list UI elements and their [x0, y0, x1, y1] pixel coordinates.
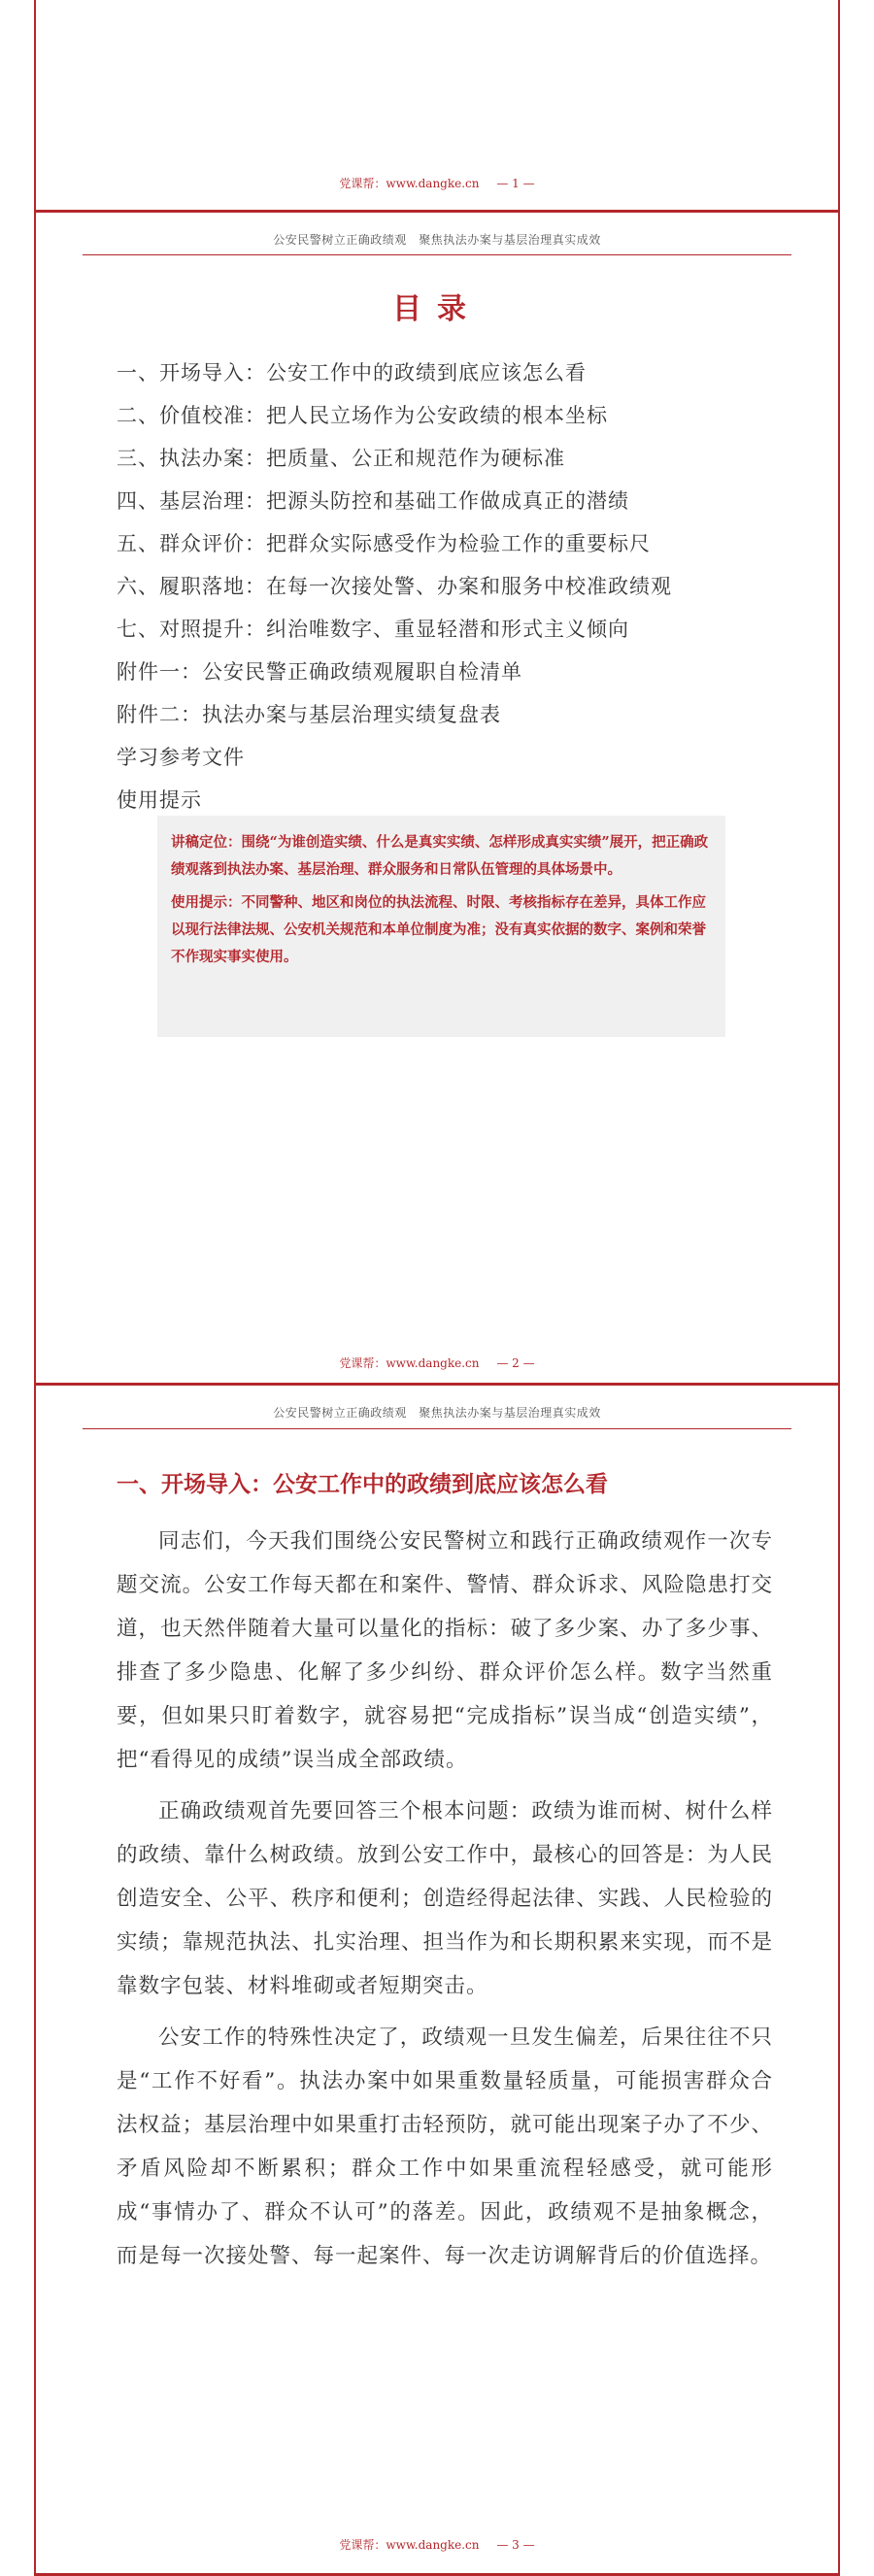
- paragraph: 公安工作的特殊性决定了，政绩观一旦发生偏差，后果往往不只是“工作不好看”。执法办案中如果重数量轻质量，可能损害群众合法权益；基层治理中如果重打击轻预防，就可能出现案子办了不少、矛盾风险却不断累积；群众工作中如果重流程轻感受，就可能形成“事情办了、群众不认可”的落差。因此，政绩观不是抽象概念，而是每一次接处警、每一起案件、每一次走访调解背后的价值选择。: [117, 2025, 773, 2268]
- toc-item[interactable]: 三、执法办案：把质量、公正和规范作为硬标准: [117, 447, 565, 470]
- footer-site: 党课帮：www.dangke.cn: [339, 177, 480, 190]
- toc-item[interactable]: 学习参考文件: [117, 746, 245, 769]
- toc-item[interactable]: 一、开场导入：公安工作中的政绩到底应该怎么看: [117, 361, 587, 385]
- toc-item[interactable]: 附件二：执法办案与基层治理实绩复盘表: [117, 703, 501, 726]
- footer-page-number: — 3 —: [496, 2538, 535, 2552]
- note-label: 讲稿定位：: [171, 834, 242, 851]
- toc-item[interactable]: 七、对照提升：纠治唯数字、重显轻潜和形式主义倾向: [117, 618, 629, 641]
- footer-page-number: — 2 —: [496, 1356, 535, 1370]
- page-1-footer: [0, 175, 874, 191]
- note-positioning: [171, 829, 712, 884]
- toc-item[interactable]: 五、群众评价：把群众实际感受作为检验工作的重要标尺: [117, 532, 651, 555]
- page-2-footer: [0, 1355, 874, 1371]
- footer-page-number: — 1 —: [496, 177, 535, 190]
- note-text: 围绕“为谁创造实绩、什么是真实实绩、怎样形成真实实绩”展开，把正确政绩观落到执法办案、基层治理、群众服务和日常队伍管理的具体场景中。: [171, 834, 709, 878]
- running-header: 公安民警树立正确政绩观 聚焦执法办案与基层治理真实成效: [273, 233, 601, 247]
- page-3-footer: [0, 2536, 874, 2553]
- toc-item[interactable]: 六、履职落地：在每一次接处警、办案和服务中校准政绩观: [117, 575, 672, 598]
- section-title: 一、开场导入：公安工作中的政绩到底应该怎么看: [117, 1472, 608, 1497]
- toc-item[interactable]: 二、价值校准：把人民立场作为公安政绩的根本坐标: [117, 404, 608, 427]
- table-of-contents: [117, 351, 738, 821]
- toc-title: 目录: [392, 292, 482, 326]
- header-rule: [83, 1428, 791, 1429]
- note-label: 使用提示：: [171, 894, 242, 911]
- paragraph: 正确政绩观首先要回答三个根本问题：政绩为谁而树、树什么样的政绩、靠什么树政绩。放到公安工作中，最核心的回答是：为人民创造安全、公平、秩序和便利；创造经得起法律、实践、人民检验的实绩；靠规范执法、扎实治理、担当作为和长期积累来实现，而不是靠数字包装、材料堆砌或者短期突击。: [117, 1799, 773, 1998]
- toc-item[interactable]: 附件一：公安民警正确政绩观履职自检清单: [117, 660, 522, 684]
- running-header: 公安民警树立正确政绩观 聚焦执法办案与基层治理真实成效: [273, 1406, 601, 1420]
- toc-item[interactable]: 四、基层治理：把源头防控和基础工作做成真正的潜绩: [117, 489, 629, 513]
- toc-item[interactable]: 使用提示: [117, 788, 202, 812]
- usage-note-box: [157, 816, 725, 1037]
- footer-site: 党课帮：www.dangke.cn: [339, 2538, 480, 2552]
- note-usage: [171, 889, 712, 971]
- note-text: 不同警种、地区和岗位的执法流程、时限、考核指标存在差异，具体工作应以现行法律法规、公安机关规范和本单位制度为准；没有真实依据的数字、案例和荣誉不作现实事实使用。: [171, 894, 706, 965]
- header-rule: [83, 254, 791, 255]
- footer-site: 党课帮：www.dangke.cn: [339, 1356, 480, 1370]
- body-text: [117, 1520, 773, 2286]
- paragraph: 同志们，今天我们围绕公安民警树立和践行正确政绩观作一次专题交流。公安工作每天都在和案件、警情、群众诉求、风险隐患打交道，也天然伴随着大量可以量化的指标：破了多少案、办了多少事、排查了多少隐患、化解了多少纠纷、群众评价怎么样。数字当然重要，但如果只盯着数字，就容易把“完成指标”误当成“创造实绩”，把“看得见的成绩”误当成全部政绩。: [117, 1529, 773, 1772]
